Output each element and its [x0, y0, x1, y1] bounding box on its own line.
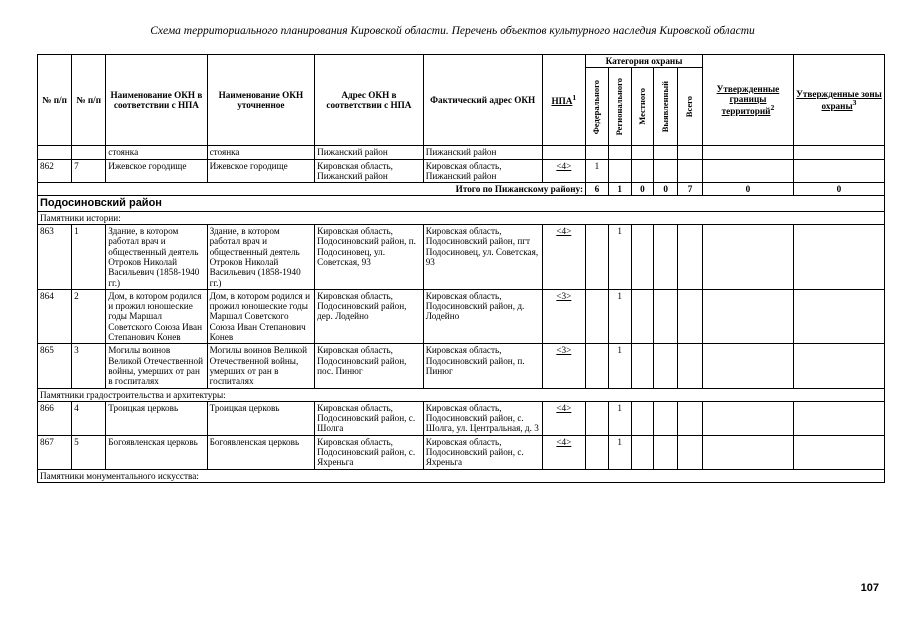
- total-fed: 6: [586, 183, 609, 196]
- cell-name-refined: Дом, в котором родился и прожил юношеские годы Маршал Советского Союза Иван Степанович Конев: [207, 289, 315, 343]
- cell-loc: [631, 289, 654, 343]
- cell-rev: [654, 344, 678, 388]
- region-heading: Подосиновский район: [38, 196, 885, 211]
- cell-fed: [586, 225, 609, 290]
- cell-reg: 1: [608, 344, 631, 388]
- header-addr-npa: Адрес ОКН в соответствии с НПА: [315, 55, 424, 146]
- header-cat-total: Всего: [684, 96, 695, 118]
- cell-num1: 867: [38, 435, 72, 469]
- cell-npa: <4>: [542, 159, 585, 183]
- cell-loc: [631, 344, 654, 388]
- cell-name-refined: Могилы воинов Великой Отечественной войны, умерших от ран в госпиталях: [207, 344, 315, 388]
- cell-npa: <4>: [542, 225, 585, 290]
- cell-addr-actual: Кировская область, Подосиновский район, с. Шолга, ул. Центральная, д. 3: [423, 401, 542, 435]
- header-cat-regional: Регионального: [613, 78, 624, 136]
- cell-fed: [586, 401, 609, 435]
- header-addr-actual: Фактический адрес ОКН: [423, 55, 542, 146]
- cell-num2: 4: [72, 401, 106, 435]
- cell-addr-npa: Кировская область, Подосиновский район, с. Яхреньга: [315, 435, 424, 469]
- section-heading: Памятники истории:: [38, 211, 885, 224]
- heritage-table: [37, 54, 885, 483]
- cell-addr-npa: Кировская область, Подосиновский район, с. Шолга: [315, 401, 424, 435]
- table-row: [38, 401, 885, 435]
- cell-num2: 7: [72, 159, 106, 183]
- cell-loc: [631, 159, 654, 183]
- cell-num1: 864: [38, 289, 72, 343]
- cell-reg: 1: [608, 289, 631, 343]
- total-loc: 0: [631, 183, 654, 196]
- cell-addr-actual: Кировская область, Подосиновский район, д. Лодейно: [423, 289, 542, 343]
- cell-reg: 1: [608, 401, 631, 435]
- table-row: [38, 289, 885, 343]
- cell-addr-npa: Кировская область, Подосиновский район, п. Подосиновец, ул. Советская, 93: [315, 225, 424, 290]
- cell-num2: 2: [72, 289, 106, 343]
- cell-name-npa: Могилы воинов Великой Отечественной войны, умерших от ран в госпиталях: [106, 344, 207, 388]
- cell-reg: 1: [608, 435, 631, 469]
- cell-npa: <4>: [542, 401, 585, 435]
- cell-addr-npa: Кировская область, Подосиновский район, дер. Лодейно: [315, 289, 424, 343]
- cell-rev: [654, 435, 678, 469]
- cell-npa: <4>: [542, 435, 585, 469]
- table-row: [38, 435, 885, 469]
- cell-rev: [654, 159, 678, 183]
- table-row: [38, 159, 885, 183]
- cell-addr-actual: Кировская область, Пижанский район: [423, 159, 542, 183]
- cell-num1: 863: [38, 225, 72, 290]
- page-number: 107: [860, 582, 879, 594]
- header-category: Категория охраны: [586, 55, 703, 68]
- cell-num2: 3: [72, 344, 106, 388]
- header-cat-local: Местного: [636, 88, 647, 126]
- cell-addr-actual: Кировская область, Подосиновский район, пгт Подосиновец, ул. Советская, 93: [423, 225, 542, 290]
- header-num1: № п/п: [38, 55, 72, 146]
- header-num2: № п/п: [72, 55, 106, 146]
- cell-num2: 5: [72, 435, 106, 469]
- cell-name-refined: Троицкая церковь: [207, 401, 315, 435]
- cell-addr-actual: Пижанский район: [423, 146, 542, 159]
- cell-name-npa: Богоявленская церковь: [106, 435, 207, 469]
- cell-name-refined: Ижевское городище: [207, 159, 315, 183]
- cell-addr-npa: Кировская область, Подосиновский район, пос. Пинюг: [315, 344, 424, 388]
- header-name-refined: Наименование ОКН уточненное: [207, 55, 315, 146]
- cell-addr-npa: Пижанский район: [315, 146, 424, 159]
- total-total: 7: [678, 183, 703, 196]
- cell-loc: [631, 225, 654, 290]
- page-title: Схема территориального планирования Кировской области. Перечень объектов культурного наследия Кировской области: [150, 25, 755, 37]
- cell-npa: <3>: [542, 289, 585, 343]
- cell-addr-npa: Кировская область, Пижанский район: [315, 159, 424, 183]
- cell-rev: [654, 225, 678, 290]
- cell-fed: [586, 344, 609, 388]
- total-label: Итого по Пижанскому району:: [38, 183, 586, 196]
- header-cat-federal: Федерального: [591, 79, 602, 134]
- total-rev: 0: [654, 183, 678, 196]
- cell-name-refined: Богоявленская церковь: [207, 435, 315, 469]
- cell-fed: [586, 289, 609, 343]
- cell-loc: [631, 401, 654, 435]
- cell-fed: [586, 435, 609, 469]
- header-name-npa: Наименование ОКН в соответствии с НПА: [106, 55, 207, 146]
- cell-name-npa: Здание, в котором работал врач и общественный деятель Отроков Николай Васильевич (1858-1940 гг.): [106, 225, 207, 290]
- cell-name-npa: стоянка: [106, 146, 207, 159]
- header-cat-revealed: Выявленный: [659, 81, 670, 133]
- cell-num1: 862: [38, 159, 72, 183]
- cell-addr-actual: Кировская область, Подосиновский район, с. Яхреньга: [423, 435, 542, 469]
- cell-num1: 865: [38, 344, 72, 388]
- cell-rev: [654, 401, 678, 435]
- cell-reg: 1: [608, 225, 631, 290]
- cell-rev: [654, 289, 678, 343]
- cell-name-refined: стоянка: [207, 146, 315, 159]
- cell-name-npa: Дом, в котором родился и прожил юношеские годы Маршал Советского Союза Иван Степанович Конев: [106, 289, 207, 343]
- total-reg: 1: [608, 183, 631, 196]
- cell-addr-actual: Кировская область, Подосиновский район, п. Пинюг: [423, 344, 542, 388]
- section-heading: Памятники градостроительства и архитектуры:: [38, 388, 885, 401]
- header-bounds: Утвержденные границы территорий$^2$: [702, 55, 793, 146]
- total-bounds: 0: [702, 183, 793, 196]
- cell-name-refined: Здание, в котором работал врач и общественный деятель Отроков Николай Васильевич (1858-1940 гг.): [207, 225, 315, 290]
- cell-name-npa: Ижевское городище: [106, 159, 207, 183]
- cell-num1: 866: [38, 401, 72, 435]
- cell-fed: 1: [586, 159, 609, 183]
- header-npa: НПА$^1$: [542, 55, 585, 146]
- table-row: [38, 225, 885, 290]
- table-row: [38, 146, 885, 159]
- header-zones: Утвержденные зоны охраны$^3$: [793, 55, 884, 146]
- total-zones: 0: [793, 183, 884, 196]
- cell-name-npa: Троицкая церковь: [106, 401, 207, 435]
- cell-npa: <3>: [542, 344, 585, 388]
- table-row: [38, 344, 885, 388]
- total-row: [38, 183, 885, 196]
- cell-loc: [631, 435, 654, 469]
- cell-reg: [608, 159, 631, 183]
- section-heading: Памятники монументального искусства:: [38, 469, 885, 482]
- cell-num2: 1: [72, 225, 106, 290]
